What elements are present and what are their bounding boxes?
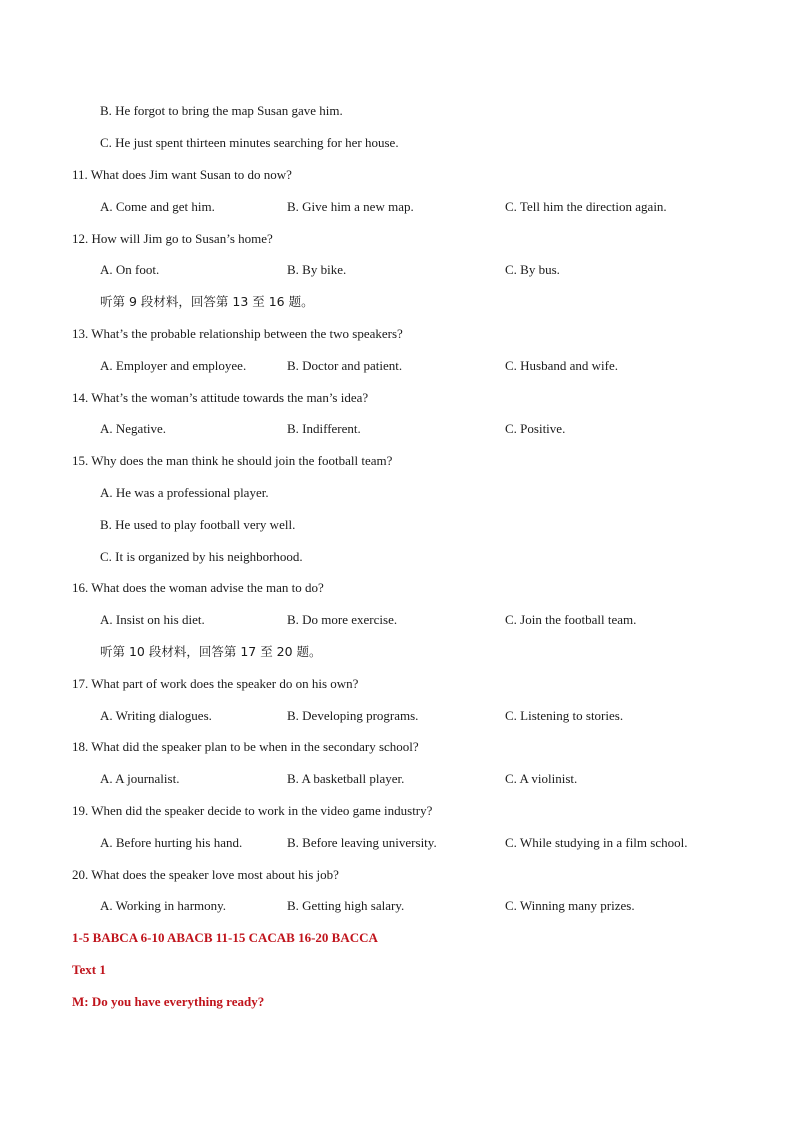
- question-17: 17. What part of work does the speaker do on his own?: [72, 676, 359, 691]
- option-18-c: C. A violinist.: [505, 771, 578, 786]
- option-18-a: A. A journalist.: [100, 771, 180, 786]
- option-15-b: B. He used to play football very well.: [100, 517, 296, 532]
- option-11-c: C. Tell him the direction again.: [505, 199, 667, 214]
- question-15: 15. Why does the man think he should join the football team?: [72, 453, 393, 468]
- option-16-c: C. Join the football team.: [505, 612, 637, 627]
- text-1-heading: Text 1: [72, 962, 106, 977]
- option-19-b: B. Before leaving university.: [287, 835, 437, 850]
- question-18: 18. What did the speaker plan to be when in the secondary school?: [72, 739, 419, 754]
- option-13-c: C. Husband and wife.: [505, 358, 619, 373]
- option-13-b: B. Doctor and patient.: [287, 358, 403, 373]
- option-10-b: B. He forgot to bring the map Susan gave him.: [100, 103, 343, 118]
- question-19: 19. When did the speaker decide to work in the video game industry?: [72, 803, 433, 818]
- option-15-c: C. It is organized by his neighborhood.: [100, 549, 303, 564]
- question-11: 11. What does Jim want Susan to do now?: [72, 167, 292, 182]
- option-10-c: C. He just spent thirteen minutes searching for her house.: [100, 135, 399, 150]
- option-20-b: B. Getting high salary.: [287, 898, 405, 913]
- option-11-b: B. Give him a new map.: [287, 199, 414, 214]
- option-17-a: A. Writing dialogues.: [100, 708, 212, 723]
- option-16-b: B. Do more exercise.: [287, 612, 398, 627]
- option-14-c: C. Positive.: [505, 421, 566, 436]
- question-12: 12. How will Jim go to Susan’s home?: [72, 231, 273, 246]
- option-20-a: A. Working in harmony.: [100, 898, 227, 913]
- option-12-b: B. By bike.: [287, 262, 347, 277]
- option-14-a: A. Negative.: [100, 421, 167, 436]
- question-14: 14. What’s the woman’s attitude towards the man’s idea?: [72, 390, 369, 405]
- option-12-c: C. By bus.: [505, 262, 560, 277]
- question-20: 20. What does the speaker love most about his job?: [72, 867, 339, 882]
- option-13-a: A. Employer and employee.: [100, 358, 247, 373]
- section-heading-10: 听第 10 段材料，回答第 17 至 20 题。: [100, 644, 322, 659]
- dialogue-line: M: Do you have everything ready?: [72, 994, 265, 1009]
- answer-key: 1-5 BABCA 6-10 ABACB 11-15 CACAB 16-20 BACCA: [72, 930, 378, 945]
- option-12-a: A. On foot.: [100, 262, 160, 277]
- option-16-a: A. Insist on his diet.: [100, 612, 205, 627]
- section-heading-9: 听第 9 段材料，回答第 13 至 16 题。: [100, 294, 314, 309]
- option-15-a: A. He was a professional player.: [100, 485, 269, 500]
- option-14-b: B. Indifferent.: [287, 421, 361, 436]
- option-20-c: C. Winning many prizes.: [505, 898, 635, 913]
- option-19-c: C. While studying in a film school.: [505, 835, 688, 850]
- option-17-c: C. Listening to stories.: [505, 708, 624, 723]
- option-17-b: B. Developing programs.: [287, 708, 419, 723]
- question-16: 16. What does the woman advise the man to do?: [72, 580, 324, 595]
- option-18-b: B. A basketball player.: [287, 771, 405, 786]
- question-13: 13. What’s the probable relationship between the two speakers?: [72, 326, 403, 341]
- option-19-a: A. Before hurting his hand.: [100, 835, 243, 850]
- option-11-a: A. Come and get him.: [100, 199, 215, 214]
